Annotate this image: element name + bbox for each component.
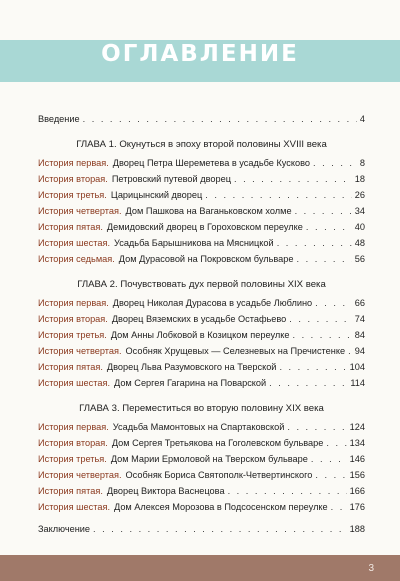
story-title: Дворец Николая Дурасова в усадьбе Люблино [112,298,313,308]
story-label: История четвертая. [38,470,122,480]
leader-dots [326,435,346,451]
story-label: История шестая. [38,502,110,512]
toc-entry[interactable] [38,359,365,375]
toc-entry[interactable] [38,435,365,451]
chapter-2-heading[interactable]: ГЛАВА 2. Почувствовать дух первой половины XIX века [77,279,326,290]
story-label: История первая. [38,158,109,168]
story-title: Царицынский дворец [110,190,203,200]
page-title: ОГЛАВЛЕНИЕ [101,41,299,67]
leader-dots [292,327,351,343]
story-page: 156 [349,470,365,480]
story-label: История третья. [38,330,107,340]
leader-dots [234,171,352,187]
leader-dots [331,499,347,515]
leader-dots [348,343,352,359]
leader-dots [315,295,352,311]
story-page: 146 [349,454,365,464]
toc-entry[interactable] [38,467,365,483]
footer-band [0,555,400,581]
leader-dots [313,155,357,171]
leader-dots [269,375,347,391]
toc-entry[interactable] [38,171,365,187]
leader-dots [277,235,352,251]
story-page: 84 [354,330,365,340]
story-title: Дом Анны Лобковой в Козицком переулке [110,330,290,340]
toc-intro[interactable] [38,111,365,127]
toc-conclusion[interactable] [38,521,365,537]
story-page: 8 [359,158,365,168]
story-title: Дом Сергея Гагарина на Поварской [114,378,267,388]
story-label: История вторая. [38,314,108,324]
story-label: История вторая. [38,174,108,184]
story-page: 166 [349,486,365,496]
toc-entry[interactable] [38,499,365,515]
toc-conclusion-title: Заключение [38,524,91,534]
story-title: Дворец Вяземских в усадьбе Остафьево [111,314,287,324]
story-label: История третья. [38,190,107,200]
story-title: Усадьба Барышникова на Мясницкой [114,238,274,248]
toc-entry[interactable] [38,203,365,219]
toc-entry[interactable] [38,311,365,327]
story-title: Дворец Петра Шереметева в усадьбе Кусково [112,158,311,168]
leader-dots [205,187,351,203]
story-page: 94 [354,346,365,356]
story-page: 104 [349,362,365,372]
toc-entry[interactable] [38,155,365,171]
toc-entry[interactable] [38,187,365,203]
story-title: Особняк Хрущевых — Селезневых на Пречистенке [125,346,346,356]
toc-entry[interactable] [38,235,365,251]
chapter-1-heading[interactable]: ГЛАВА 1. Окунуться в эпоху второй половины XVIII века [76,139,327,150]
story-label: История шестая. [38,378,110,388]
story-label: История вторая. [38,438,108,448]
chapter-3-heading[interactable]: ГЛАВА 3. Переместиться во вторую половину XIX века [79,403,324,414]
toc-entry[interactable] [38,327,365,343]
toc-intro-page: 4 [359,114,365,124]
story-label: История первая. [38,298,109,308]
story-page: 26 [354,190,365,200]
story-label: История шестая. [38,238,110,248]
leader-dots [83,111,357,127]
leader-dots [296,251,351,267]
toc-entry[interactable] [38,451,365,467]
story-page: 56 [354,254,365,264]
table-of-contents [38,111,365,537]
toc-entry[interactable] [38,295,365,311]
story-title: Дом Дурасовой на Покровском бульваре [118,254,294,264]
leader-dots [287,419,346,435]
story-title: Дом Сергея Третьякова на Гоголевском бульваре [111,438,324,448]
story-label: История четвертая. [38,206,122,216]
story-label: История третья. [38,454,107,464]
toc-entry[interactable] [38,419,365,435]
story-title: Дом Пашкова на Ваганьковском холме [125,206,292,216]
leader-dots [93,521,347,537]
leader-dots [295,203,352,219]
story-label: История пятая. [38,362,103,372]
toc-entry[interactable] [38,343,365,359]
story-title: Дворец Льва Разумовского на Тверской [106,362,277,372]
story-title: Дом Алексея Морозова в Подсосенском переулке [114,502,328,512]
toc-conclusion-page: 188 [349,524,365,534]
leader-dots [289,311,351,327]
story-title: Демидовский дворец в Гороховском переулке [106,222,303,232]
toc-entry[interactable] [38,219,365,235]
leader-dots [306,219,352,235]
toc-intro-title: Введение [38,114,80,124]
story-label: История пятая. [38,486,103,496]
story-page: 124 [349,422,365,432]
toc-entry[interactable] [38,375,365,391]
story-label: История четвертая. [38,346,122,356]
story-label: История пятая. [38,222,103,232]
story-page: 114 [350,378,365,388]
story-label: История седьмая. [38,254,115,264]
story-page: 34 [354,206,365,216]
story-page: 66 [354,298,365,308]
story-title: Дом Марии Ермоловой на Тверском бульваре [110,454,308,464]
story-page: 18 [354,174,365,184]
story-page: 176 [349,502,365,512]
story-page: 74 [354,314,365,324]
leader-dots [311,451,347,467]
toc-entry[interactable] [38,483,365,499]
leader-dots [315,467,346,483]
leader-dots [228,483,347,499]
story-title: Петровский путевой дворец [111,174,231,184]
story-title: Особняк Бориса Святополк-Четвертинского [125,470,313,480]
toc-entry[interactable] [38,251,365,267]
story-title: Усадьба Мамонтовых на Спартаковской [112,422,285,432]
story-title: Дворец Виктора Васнецова [106,486,225,496]
story-page: 48 [354,238,365,248]
page-number: 3 [368,563,374,574]
story-page: 134 [349,438,365,448]
story-page: 40 [354,222,365,232]
story-label: История первая. [38,422,109,432]
leader-dots [279,359,346,375]
